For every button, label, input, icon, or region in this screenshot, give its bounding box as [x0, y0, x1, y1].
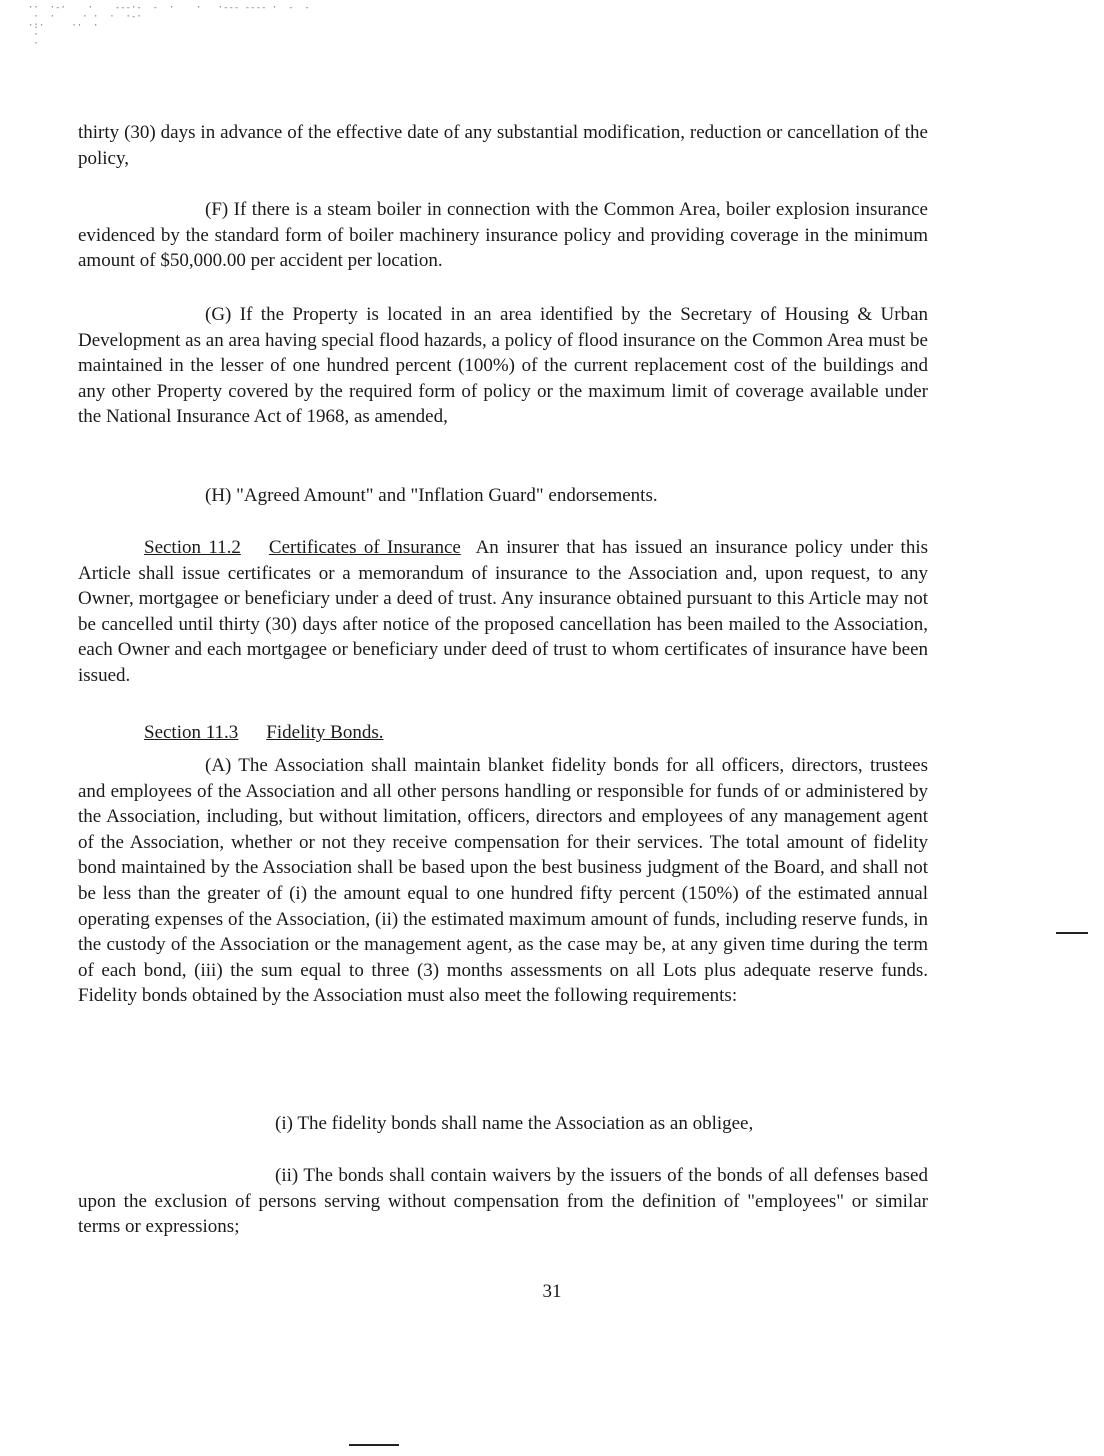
- page-number: 31: [542, 1281, 562, 1302]
- section-11-2-title: Certificates of Insurance: [268, 537, 461, 558]
- section-11-3-number: Section 11.3: [144, 722, 239, 743]
- paragraph-f: (F) If there is a steam boiler in connection with the Common Area, boiler explosion insurance evidenced by the standard form of boiler machinery insurance policy and providing coverage in the minimum amount of $50,000.00 per accident per location.: [78, 199, 928, 272]
- section-11-2-number: Section 11.2: [144, 537, 241, 558]
- paragraph-e-continuation: thirty (30) days in advance of the effective date of any substantial modification, reduction or cancellation of the policy,: [78, 122, 928, 169]
- item-ii: (ii) The bonds shall contain waivers by the issuers of the bonds of all defenses based upon the exclusion of persons serving without compensation from the definition of "employees" or similar terms or expressions;: [78, 1165, 928, 1238]
- bottom-mark: [349, 1444, 399, 1446]
- scan-noise: ·· ·-· · ---·- - · · ·--- ---- · - - · · · · · ·-· ·:· ·· · · ·: [28, 3, 310, 49]
- margin-mark: [1056, 932, 1088, 934]
- paragraph-g: (G) If the Property is located in an area identified by the Secretary of Housing & Urban Development as an area having special flood hazards, a policy of flood insurance on the Common Area must be maintained in the lesser of one hundred percent (100%) of the current replacement cost of the buildings and any other Property covered by the required form of policy or the maximum limit of coverage available under the National Insurance Act of 1968, as amended,: [78, 304, 928, 428]
- paragraph-a: (A) The Association shall maintain blanket fidelity bonds for all officers, directors, trustees and employees of the Association and all other persons handling or responsible for funds of or administered by the Association, including, but without limitation, officers, directors and employees of any management agent of the Association, whether or not they receive compensation for their services. The total amount of fidelity bond maintained by the Association shall be based upon the best business judgment of the Board, and shall not be less than the greater of (i) the amount equal to one hundred fifty percent (150%) of the estimated annual operating expenses of the Association, (ii) the estimated maximum amount of funds, including reserve funds, in the custody of the Association or the management agent, as the case may be, at any given time during the term of each bond, (iii) the sum equal to three (3) months assessments on all Lots plus adequate reserve funds. Fidelity bonds obtained by the Association must also meet the following requirements:: [78, 755, 928, 1007]
- item-i: (i) The fidelity bonds shall name the Association as an obligee,: [275, 1113, 754, 1134]
- section-11-2-body: An insurer that has issued an insurance policy under this Article shall issue certificates or a memorandum of insurance to the Association and, upon request, to any Owner, mortgagee or beneficiary under a deed of trust. Any insurance obtained pursuant to this Article may not be cancelled until thirty (30) days after notice of the proposed cancellation has been mailed to the Association, each Owner and each mortgagee or beneficiary under deed of trust to whom certificates of insurance have been issued.: [78, 537, 929, 686]
- section-11-2: [78, 535, 928, 689]
- section-11-3-title: Fidelity Bonds.: [266, 722, 384, 743]
- section-11-3-heading: [144, 720, 383, 745]
- paragraph-h: (H) "Agreed Amount" and "Inflation Guard" endorsements.: [205, 485, 658, 506]
